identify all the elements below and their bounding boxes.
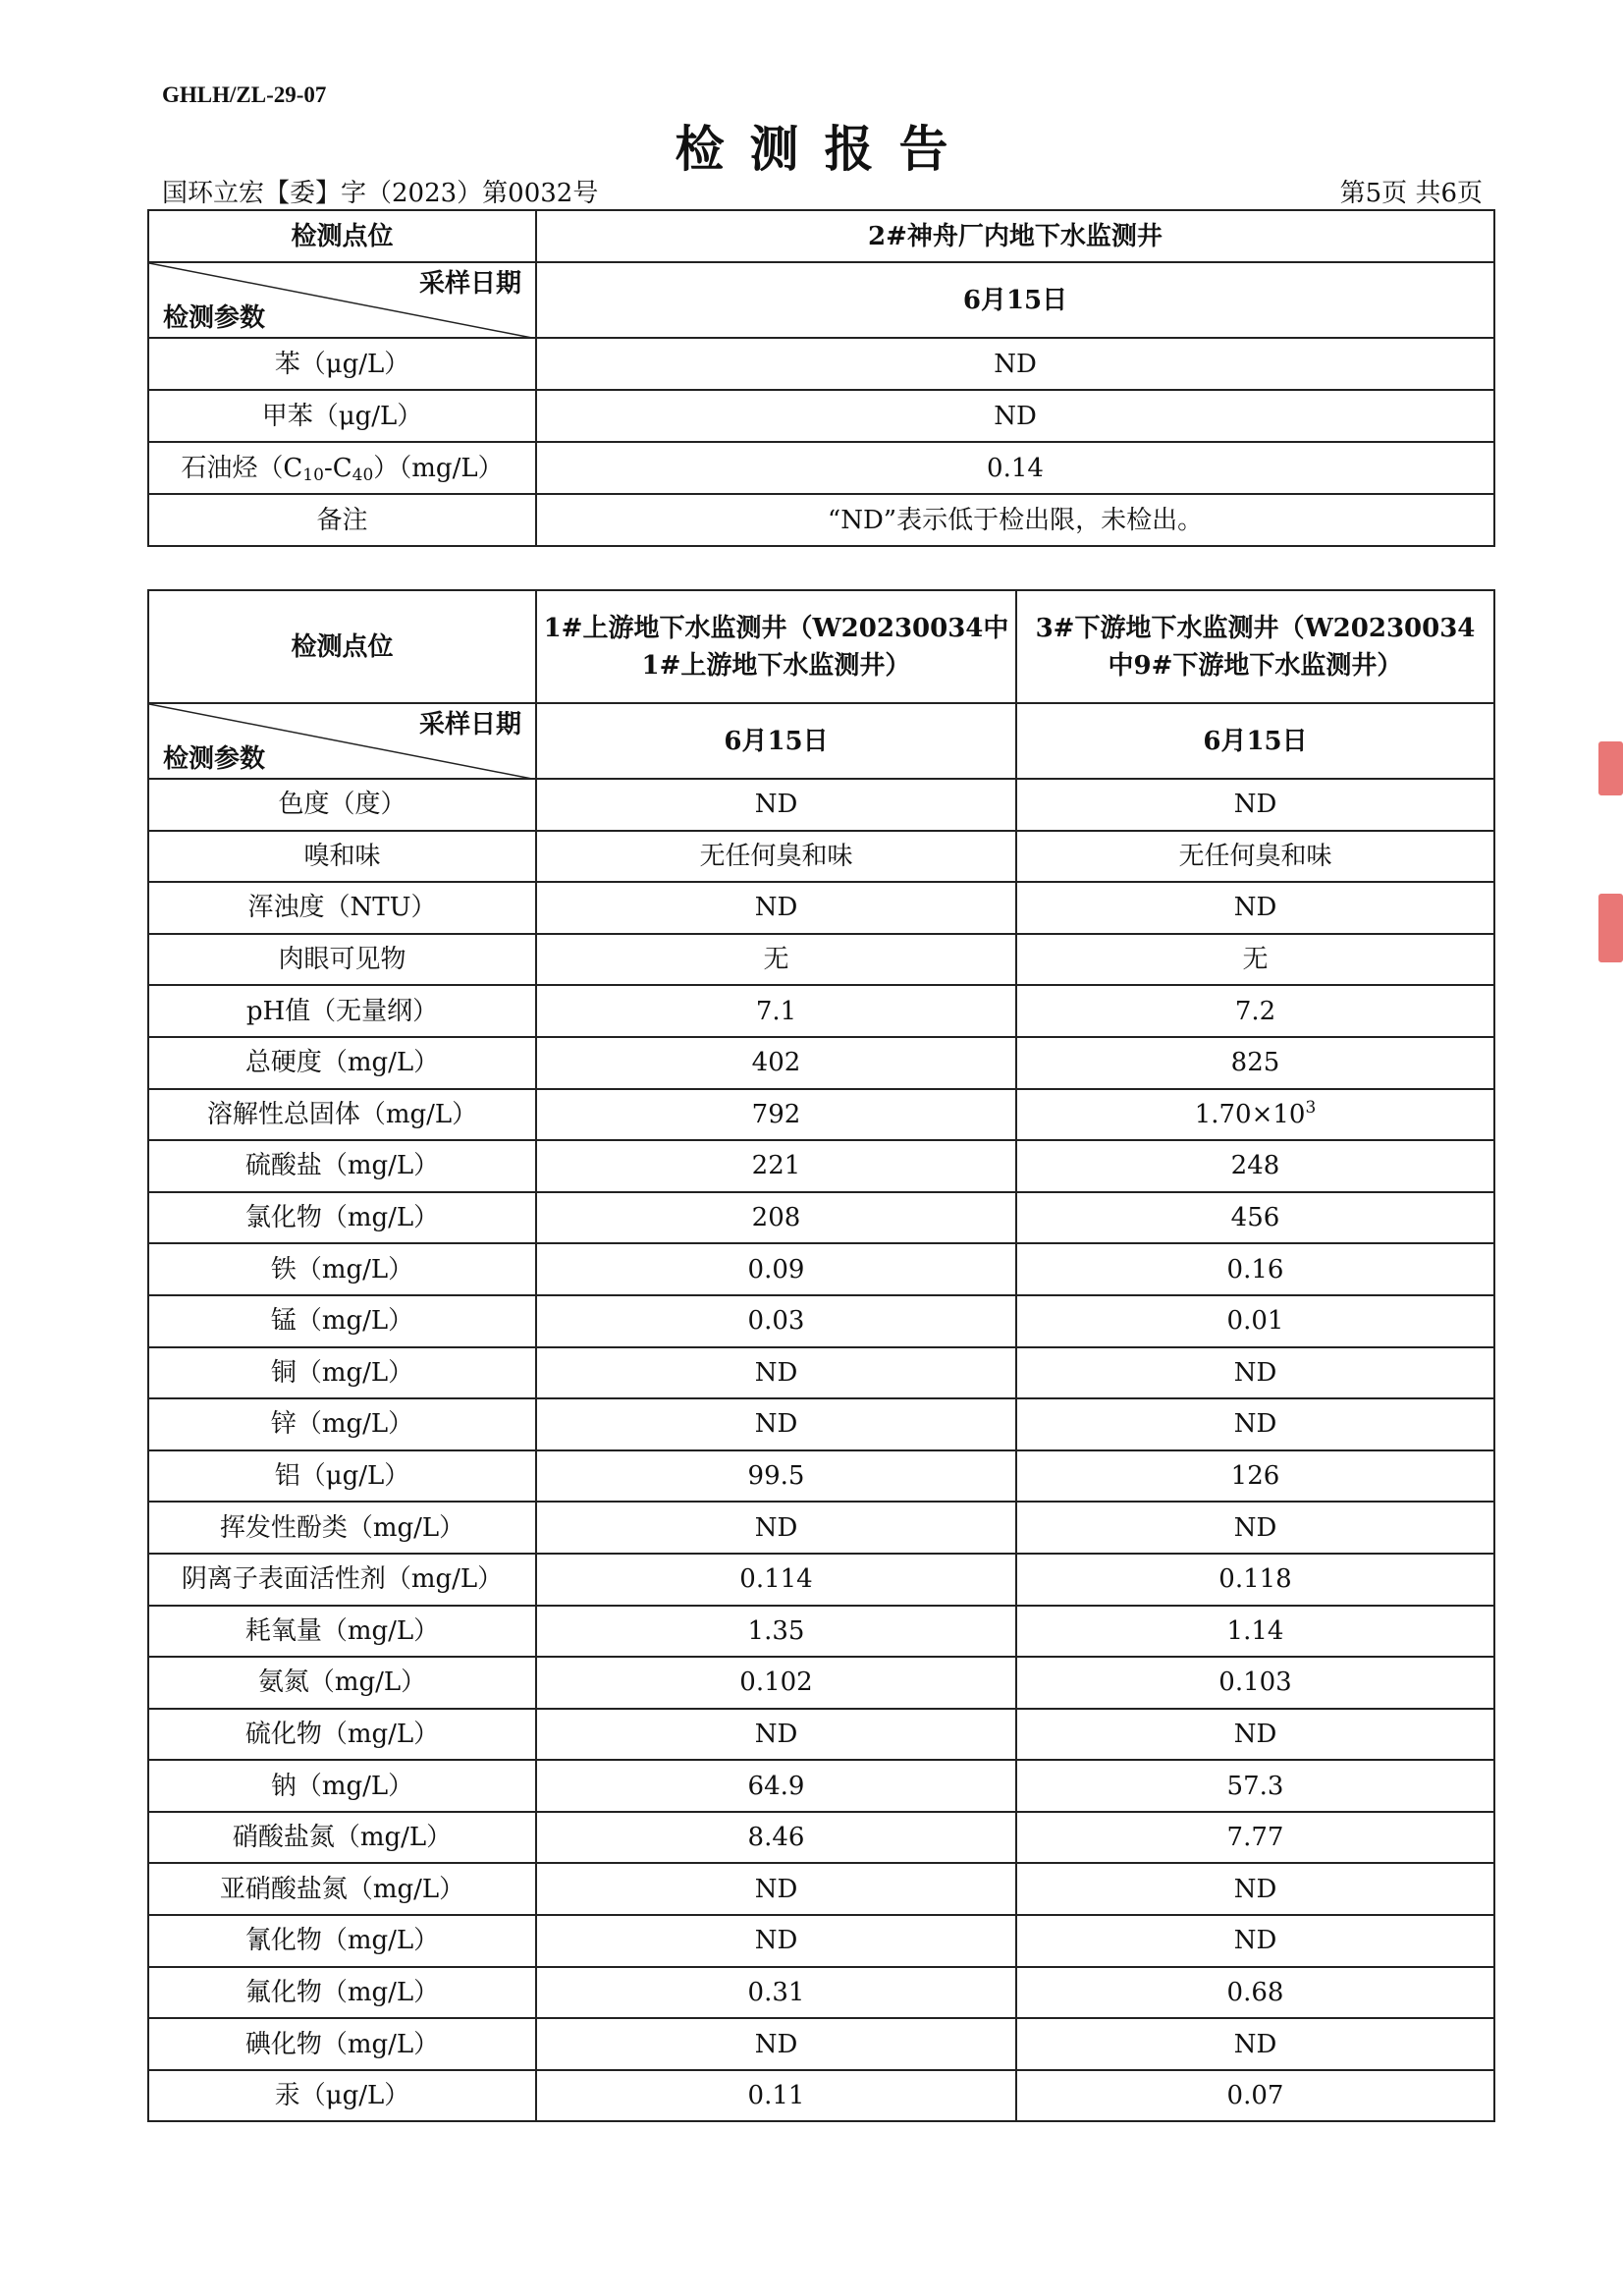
- page-info: 第5页 共6页: [1339, 179, 1483, 208]
- value-cell-2: 248: [1016, 1140, 1494, 1192]
- param-cell: 总硬度（mg/L）: [148, 1037, 536, 1089]
- value-cell-2: 无: [1016, 934, 1494, 986]
- table-row: [148, 1760, 1494, 1812]
- param-cell: 亚硝酸盐氮（mg/L）: [148, 1863, 536, 1915]
- value-cell-1: 792: [536, 1089, 1016, 1141]
- point-2-name: 3#下游地下水监测井（W20230034中9#下游地下水监测井）: [1016, 590, 1494, 703]
- value-cell-1: ND: [536, 1863, 1016, 1915]
- table-row: [148, 882, 1494, 934]
- value-cell-2: ND: [1016, 1709, 1494, 1761]
- value-cell-2: 无任何臭和味: [1016, 831, 1494, 883]
- value-cell-2: ND: [1016, 2018, 1494, 2070]
- table-row: [148, 1398, 1494, 1450]
- table-row: [148, 1450, 1494, 1503]
- param-cell: 硫酸盐（mg/L）: [148, 1140, 536, 1192]
- value-cell-2: 7.77: [1016, 1812, 1494, 1864]
- value-cell-2: 126: [1016, 1450, 1494, 1503]
- param-cell: 碘化物（mg/L）: [148, 2018, 536, 2070]
- value-cell-1: ND: [536, 779, 1016, 831]
- value-cell-1: 0.11: [536, 2070, 1016, 2122]
- value-cell-1: ND: [536, 1347, 1016, 1399]
- param-label: 检测参数: [163, 744, 266, 774]
- table-row: [148, 1140, 1494, 1192]
- value-cell-2: $1.70\times 10^3$: [1016, 1089, 1494, 1141]
- document-code: GHLH/ZL-29-07: [162, 82, 327, 107]
- value-cell-2: 456: [1016, 1192, 1494, 1244]
- table-row: [148, 1863, 1494, 1915]
- point-name: 2#神舟厂内地下水监测井: [536, 210, 1494, 262]
- param-cell: 耗氧量（mg/L）: [148, 1606, 536, 1658]
- value-cell-1: ND: [536, 2018, 1016, 2070]
- param-cell: 溶解性总固体（mg/L）: [148, 1089, 536, 1141]
- param-cell: 氯化物（mg/L）: [148, 1192, 536, 1244]
- date-row: [148, 262, 1494, 338]
- point-label: 检测点位: [148, 590, 536, 703]
- param-cell: 石油烃$(C_{10}-C_{40})(mg/L)$: [148, 442, 536, 494]
- value-cell: ND: [536, 338, 1494, 390]
- table-row: [148, 1915, 1494, 1967]
- value-cell-2: ND: [1016, 1347, 1494, 1399]
- table-row: [148, 1243, 1494, 1295]
- value-cell-2: 0.16: [1016, 1243, 1494, 1295]
- value-cell-1: 1.35: [536, 1606, 1016, 1658]
- table-row: [148, 934, 1494, 986]
- param-cell: 钠（mg/L）: [148, 1760, 536, 1812]
- value-cell-2: 1.14: [1016, 1606, 1494, 1658]
- value-cell-1: 221: [536, 1140, 1016, 1192]
- value-cell-1: 99.5: [536, 1450, 1016, 1503]
- remark-text: “ND”表示低于检出限，未检出。: [536, 494, 1494, 546]
- table-row: [148, 390, 1494, 442]
- table-row: [148, 442, 1494, 494]
- value-cell-2: 0.07: [1016, 2070, 1494, 2122]
- param-cell: 色度（度）: [148, 779, 536, 831]
- table-row: [148, 1606, 1494, 1658]
- param-cell: 氰化物（mg/L）: [148, 1915, 536, 1967]
- report-title: 检测报告: [675, 120, 974, 178]
- table-row: [148, 1502, 1494, 1554]
- value-cell: 0.14: [536, 442, 1494, 494]
- param-cell: 苯（μg/L）: [148, 338, 536, 390]
- value-cell-2: ND: [1016, 1502, 1494, 1554]
- seal-stamp-fragment: [1598, 894, 1623, 962]
- sample-date: 6月15日: [536, 262, 1494, 338]
- date-label: 采样日期: [418, 710, 521, 739]
- value-cell-1: 402: [536, 1037, 1016, 1089]
- value-cell-1: 64.9: [536, 1760, 1016, 1812]
- value-cell-2: 7.2: [1016, 985, 1494, 1037]
- value-cell-1: 0.03: [536, 1295, 1016, 1347]
- diagonal-header-cell: [148, 703, 536, 779]
- point-row: [148, 210, 1494, 262]
- table-row: [148, 1657, 1494, 1709]
- value-cell-2: ND: [1016, 1398, 1494, 1450]
- table-row: [148, 1812, 1494, 1864]
- value-cell-1: 8.46: [536, 1812, 1016, 1864]
- value-cell-1: 0.102: [536, 1657, 1016, 1709]
- value-cell-1: ND: [536, 882, 1016, 934]
- table-row: [148, 1347, 1494, 1399]
- value-cell-1: 无: [536, 934, 1016, 986]
- date-label: 采样日期: [418, 269, 521, 299]
- param-cell: pH值（无量纲）: [148, 985, 536, 1037]
- point-1-name: 1#上游地下水监测井（W20230034中1#上游地下水监测井）: [536, 590, 1016, 703]
- table-row: [148, 1089, 1494, 1141]
- point-row: [148, 590, 1494, 703]
- point-label: 检测点位: [148, 210, 536, 262]
- param-cell: 嗅和味: [148, 831, 536, 883]
- date-row: [148, 703, 1494, 779]
- table-row: [148, 2018, 1494, 2070]
- value-cell-2: 0.01: [1016, 1295, 1494, 1347]
- value-cell-2: ND: [1016, 779, 1494, 831]
- param-cell: 硫化物（mg/L）: [148, 1709, 536, 1761]
- value-cell-1: 0.31: [536, 1967, 1016, 2019]
- table-row: [148, 1709, 1494, 1761]
- value-cell-2: 825: [1016, 1037, 1494, 1089]
- table-row: [148, 1037, 1494, 1089]
- table-row: [148, 1192, 1494, 1244]
- table-row: [148, 338, 1494, 390]
- diagonal-header-cell: [148, 262, 536, 338]
- value-cell-2: 0.68: [1016, 1967, 1494, 2019]
- seal-stamp-fragment: [1598, 741, 1623, 795]
- param-cell: 锰（mg/L）: [148, 1295, 536, 1347]
- param-cell: 铝（μg/L）: [148, 1450, 536, 1503]
- param-cell: 汞（μg/L）: [148, 2070, 536, 2122]
- table-row: [148, 1554, 1494, 1606]
- table-row: [148, 779, 1494, 831]
- value-cell-1: ND: [536, 1915, 1016, 1967]
- table-row: [148, 1295, 1494, 1347]
- value-cell-2: 0.118: [1016, 1554, 1494, 1606]
- remark-row: [148, 494, 1494, 546]
- param-cell: 锌（mg/L）: [148, 1398, 536, 1450]
- value-cell-2: 0.103: [1016, 1657, 1494, 1709]
- remark-label: 备注: [148, 494, 536, 546]
- value-cell-1: ND: [536, 1502, 1016, 1554]
- param-cell: 阴离子表面活性剂（mg/L）: [148, 1554, 536, 1606]
- param-cell: 氨氮（mg/L）: [148, 1657, 536, 1709]
- table-row: [148, 2070, 1494, 2122]
- table-row: [148, 985, 1494, 1037]
- value-cell-1: 0.09: [536, 1243, 1016, 1295]
- value-cell-1: ND: [536, 1398, 1016, 1450]
- value-cell-1: 7.1: [536, 985, 1016, 1037]
- report-number: 国环立宏【委】字（2023）第0032号: [162, 179, 599, 208]
- param-cell: 氟化物（mg/L）: [148, 1967, 536, 2019]
- param-cell: 甲苯（μg/L）: [148, 390, 536, 442]
- table-well-2: [147, 209, 1495, 547]
- param-cell: 肉眼可见物: [148, 934, 536, 986]
- value-cell-1: 208: [536, 1192, 1016, 1244]
- table-row: [148, 831, 1494, 883]
- value-cell-1: 0.114: [536, 1554, 1016, 1606]
- value-cell-2: ND: [1016, 1863, 1494, 1915]
- sample-date-1: 6月15日: [536, 703, 1016, 779]
- param-cell: 硝酸盐氮（mg/L）: [148, 1812, 536, 1864]
- value-cell-1: 无任何臭和味: [536, 831, 1016, 883]
- value-cell-2: ND: [1016, 1915, 1494, 1967]
- param-label: 检测参数: [163, 303, 266, 333]
- param-cell: 浑浊度（NTU）: [148, 882, 536, 934]
- param-cell: 铜（mg/L）: [148, 1347, 536, 1399]
- value-cell: ND: [536, 390, 1494, 442]
- value-cell-1: ND: [536, 1709, 1016, 1761]
- value-cell-2: 57.3: [1016, 1760, 1494, 1812]
- reference-line: [162, 173, 1483, 209]
- param-cell: 挥发性酚类（mg/L）: [148, 1502, 536, 1554]
- sample-date-2: 6月15日: [1016, 703, 1494, 779]
- param-cell: 铁（mg/L）: [148, 1243, 536, 1295]
- value-cell-2: ND: [1016, 882, 1494, 934]
- table-row: [148, 1967, 1494, 2019]
- table-wells-1-3: [147, 589, 1495, 2122]
